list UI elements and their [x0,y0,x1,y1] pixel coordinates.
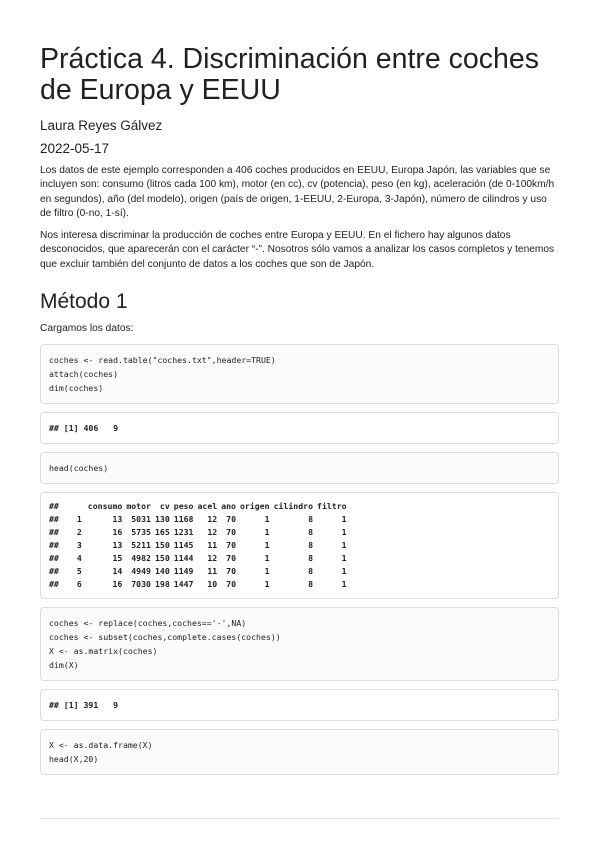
table-row-prefix: ## [49,527,59,538]
table-row-index: 1 [76,514,82,525]
table-cell: 12 [207,527,218,538]
code-block-head[interactable] [40,452,559,484]
code-line: coches <- read.table("coches.txt",header=TRUE) [49,355,276,366]
document-author: Laura Reyes Gálvez [40,118,163,133]
table-row [49,526,351,539]
table-header-cell: consumo [87,501,123,512]
table-row-prefix: ## [49,579,59,590]
code-line: head(X,20) [49,754,99,765]
table-cell: 198 [154,579,170,590]
table-header-cell: acel [197,501,218,512]
table-cell: 70 [226,566,236,577]
table-cell: 70 [226,579,236,590]
table-cell: 8 [308,579,314,590]
table-cell: 1 [264,579,270,590]
output-line: ## [1] 391 9 [49,700,119,711]
table-cell: 5735 [131,527,151,538]
table-cell: 1 [264,566,270,577]
table-cell: 1 [264,553,270,564]
table-cell: 165 [154,527,170,538]
output-block-table[interactable] [40,492,559,599]
table-header-cell: filtro [317,501,347,512]
code-line: coches <- replace(coches,coches=='-',NA) [49,618,247,629]
table-row-prefix: ## [49,514,59,525]
table-cell: 8 [308,540,314,551]
table-header-cell: peso [173,501,194,512]
table-header-cell: motor [126,501,151,512]
table-cell: 12 [207,553,218,564]
code-line: head(coches) [49,463,109,474]
table-row-index: 5 [76,566,82,577]
table-header-cell: cilindro [273,501,314,512]
table-cell: 70 [226,553,236,564]
table-cell: 13 [112,514,123,525]
table-header-prefix: ## [49,501,59,512]
output-block-dim[interactable] [40,412,559,444]
table-cell: 7030 [131,579,151,590]
table-cell: 8 [308,566,314,577]
table-cell: 15 [112,553,123,564]
table-cell: 1 [341,579,347,590]
table-cell: 13 [112,540,123,551]
output-line: ## [1] 406 9 [49,423,119,434]
table-cell: 1 [264,540,270,551]
table-cell: 11 [207,540,218,551]
table-row-prefix: ## [49,540,59,551]
table-cell: 4982 [131,553,151,564]
table-cell: 130 [154,514,170,525]
table-cell: 16 [112,527,123,538]
table-row [49,513,351,526]
table-cell: 70 [226,514,236,525]
table-cell: 1168 [173,514,194,525]
table-row [49,552,351,565]
table-cell: 1 [341,566,347,577]
scope-paragraph: Nos interesa discriminar la producción de coches entre Europa y EEUU. En el fichero hay algunos datos desconocidos, que aparecerán con el carácter “-”. Nosotros sólo vamos a analizar los casos completos y tenemos que excluir también del conjunto de datos a los coches que son de Japón. [40,230,555,270]
output-block-dim-x[interactable] [40,689,559,721]
table-row [49,578,351,591]
table-cell: 5031 [131,514,151,525]
footer-divider [40,818,559,819]
table-cell: 16 [112,579,123,590]
code-line: dim(coches) [49,383,104,394]
table-cell: 1145 [173,540,194,551]
table-cell: 11 [207,566,218,577]
code-line: X <- as.data.frame(X) [49,740,153,751]
code-line: X <- as.matrix(coches) [49,646,158,657]
table-cell: 70 [226,540,236,551]
table-cell: 1144 [173,553,194,564]
intro-paragraph: Los datos de este ejemplo corresponden a 406 coches producidos en EEUU, Europa Japón, las variables que se incluyen son: consumo (litros cada 100 km), motor (en cc), cv (potencia), peso (en kg), aceleración (de 0-100km/h en segundos), año (del modelo), origen (país de origen, 1-EEUU, 2-Europa, 3-Japón), número de cilindros y uso de filtro (0-no, 1-sí). [40,165,555,219]
table-cell: 4949 [131,566,151,577]
table-cell: 150 [154,540,170,551]
code-block-load[interactable] [40,344,559,404]
table-cell: 140 [154,566,170,577]
document-page [40,0,559,775]
code-line: coches <- subset(coches,complete.cases(coches)) [49,632,281,643]
section-heading: Método 1 [40,290,128,314]
table-cell: 14 [112,566,123,577]
table-row [49,539,351,552]
table-header-row [49,500,351,513]
document-date: 2022-05-17 [40,141,110,156]
table-row-index: 3 [76,540,82,551]
table-header-cell: origen [240,501,270,512]
table-cell: 70 [226,527,236,538]
table-row-index: 2 [76,527,82,538]
table-row-prefix: ## [49,553,59,564]
table-cell: 1 [341,540,347,551]
table-cell: 1 [264,527,270,538]
document-title: Práctica 4. Discriminación entre coches de Europa y EEUU [40,43,539,106]
table-row [49,565,351,578]
data-table [49,500,351,591]
table-cell: 1231 [173,527,194,538]
table-cell: 12 [207,514,218,525]
table-cell: 1 [264,514,270,525]
code-line: attach(coches) [49,369,119,380]
table-cell: 150 [154,553,170,564]
table-cell: 1447 [173,579,194,590]
table-row-index: 4 [76,553,82,564]
code-line: dim(X) [49,660,79,671]
table-cell: 1 [341,553,347,564]
code-block-dataframe[interactable] [40,729,559,775]
table-cell: 1149 [173,566,194,577]
table-cell: 1 [341,527,347,538]
table-cell: 8 [308,527,314,538]
table-cell: 8 [308,553,314,564]
code-block-clean[interactable] [40,607,559,681]
table-cell: 8 [308,514,314,525]
table-cell: 1 [341,514,347,525]
table-cell: 5211 [131,540,151,551]
table-row-index: 6 [76,579,82,590]
table-row-prefix: ## [49,566,59,577]
table-cell: 10 [207,579,218,590]
table-header-cell: cv [159,501,170,512]
lead-text: Cargamos los datos: [40,323,134,335]
table-header-cell: ano [221,501,236,512]
